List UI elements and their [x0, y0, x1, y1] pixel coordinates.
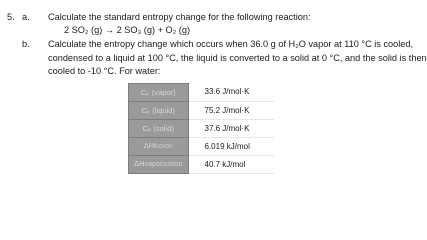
part-b-text-line-1: Calculate the entropy change which occurs when 36.0 g of H₂O vapor at 110 °C is cooled, — [48, 39, 414, 49]
table-row — [129, 84, 275, 102]
cp-liquid-label: Cₚ (liquid) — [129, 102, 189, 120]
water-properties-table — [128, 83, 274, 174]
dh-fusion-label: ΔHfusion — [129, 138, 189, 156]
part-b-text-line-2: condensed to a liquid at 100 °C, the liquid is converted to a solid at 0 °C, and the solid is then — [48, 53, 427, 63]
table-row — [129, 102, 275, 120]
question-number: 5. — [7, 12, 15, 22]
cp-solid-value: 37.6 J/mol·K — [188, 120, 274, 138]
cp-vapor-value: 33.6 J/mol·K — [188, 84, 274, 102]
cp-liquid-value: 75.2 J/mol·K — [188, 102, 274, 120]
dh-vaporization-label: ΔHvaporization — [129, 156, 189, 174]
dh-fusion-value: 6.019 kJ/mol — [188, 138, 274, 156]
reaction-equation: 2 SO₂ (g) → 2 SO₃ (g) + O₂ (g) — [64, 25, 191, 35]
part-b-label: b. — [22, 39, 30, 49]
table-row — [129, 138, 275, 156]
part-a-label: a. — [22, 12, 30, 22]
cp-vapor-label: Cₚ (vapor) — [129, 84, 189, 102]
dh-fusion-subscript: fusion — [154, 143, 173, 151]
table-row — [129, 156, 275, 174]
dh-vaporization-value: 40.7 kJ/mol — [188, 156, 274, 174]
part-b-text-line-3: cooled to -10 °C. For water: — [48, 66, 161, 76]
part-a-text: Calculate the standard entropy change for the following reaction: — [48, 12, 311, 22]
cp-solid-label: Cₚ (solid) — [129, 120, 189, 138]
table-row — [129, 120, 275, 138]
dh-vaporization-subscript: vaporization — [144, 161, 183, 169]
